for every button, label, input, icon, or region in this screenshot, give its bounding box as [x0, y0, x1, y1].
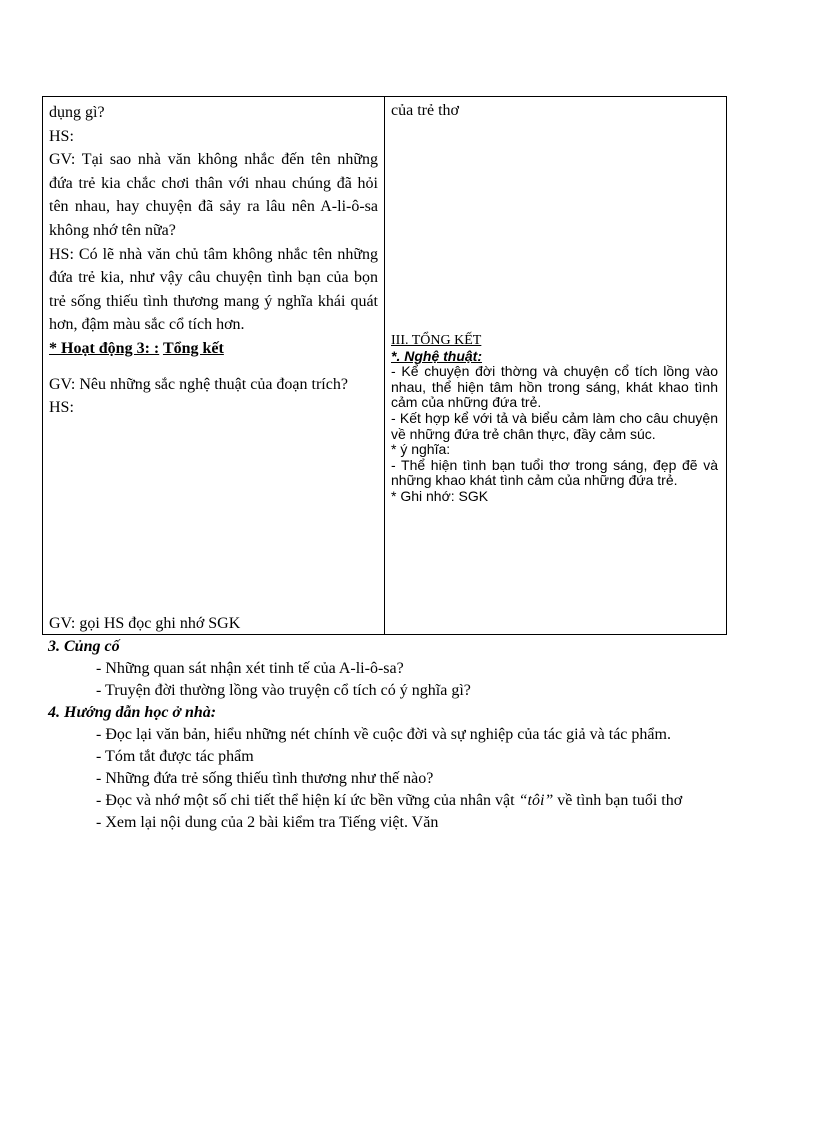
list-item	[48, 790, 716, 812]
left-bottom-text: GV: gọi HS đọc ghi nhớ SGK	[49, 615, 241, 632]
summary-item: * Ghi nhớ: SGK	[391, 487, 489, 504]
activity-heading	[49, 337, 378, 361]
paragraph: HS:	[49, 399, 74, 417]
spacer	[49, 361, 378, 373]
list-item-text: về tình bạn tuổi thơ	[553, 792, 683, 809]
list-item: - Xem lại nội dung của 2 bài kiểm tra Tiếng việt. Văn	[96, 814, 439, 831]
section-title: III. TỔNG KẾT	[391, 333, 482, 348]
activity-title: Tổng kết	[162, 339, 224, 357]
paragraph: HS: Có lẽ nhà văn chủ tâm không nhắc tên những đứa trẻ kia, như vậy câu chuyện tình bạn của bọn trẻ sống thiếu tình thương mang ý nghĩa khái quát hơn, đậm màu sắc cổ tích hơn.	[49, 245, 378, 334]
table-row	[43, 97, 727, 635]
list-item: - Những đứa trẻ sống thiếu tình thương như thế nào?	[96, 770, 434, 787]
consolidate-heading: 3. Củng cố	[48, 638, 120, 655]
left-column-text	[43, 97, 384, 420]
list-item: - Tóm tắt được tác phẩm	[96, 748, 254, 765]
paragraph: HS:	[49, 127, 74, 145]
lesson-table	[42, 96, 727, 635]
list-item: - Đọc lại văn bản, hiểu những nét chính về cuộc đời và sự nghiệp của tác giả và tác phẩm.	[96, 726, 671, 743]
content-column	[385, 97, 727, 635]
list-item: - Những quan sát nhận xét tinh tế của A-li-ô-sa?	[96, 660, 404, 677]
lesson-footer	[48, 636, 716, 834]
summary-item: * ý nghĩa:	[391, 441, 451, 458]
summary-item: - Thể hiện tình bạn tuổi thơ trong sáng, đẹp đẽ và những khao khát tình cảm của những đứa trẻ.	[391, 456, 718, 489]
list-item-text: - Đọc và nhớ một số chi tiết thể hiện kí ức bền vững của nhân vật	[96, 792, 519, 809]
quoted-word: “tôi”	[518, 792, 554, 809]
right-top-text: của trẻ thơ	[391, 102, 459, 119]
paragraph: dụng gì?	[49, 104, 105, 121]
paragraph: GV: Tại sao nhà văn không nhắc đến tên những đứa trẻ kia chắc chơi thân với nhau chúng đã hỏi tên nhau, hay chuyện đã sảy ra lâu nên A-li-ô-sa không nhớ tên nữa?	[49, 151, 378, 239]
summary-item: - Kể chuyện đời thờng và chuyện cổ tích lồng vào nhau, thể hiện tâm hồn trong sáng, khát khao tình cảm của những đứa trẻ.	[391, 363, 718, 411]
summary-item: - Kết hợp kể với tả và biểu cảm làm cho câu chuyện về những đứa trẻ chân thực, đầy cảm súc.	[391, 409, 718, 442]
activity-prefix: * Hoạt động 3: :	[49, 339, 160, 357]
art-subheading: *. Nghệ thuật:	[391, 347, 482, 364]
paragraph: GV: Nêu những sắc nghệ thuật của đoạn trích?	[49, 375, 348, 393]
summary-section	[391, 333, 718, 505]
homework-heading: 4. Hướng dẫn học ở nhà:	[48, 704, 217, 721]
list-item: - Truyện đời thường lồng vào truyện cổ tích có ý nghĩa gì?	[96, 682, 471, 699]
teacher-student-column	[43, 97, 385, 635]
